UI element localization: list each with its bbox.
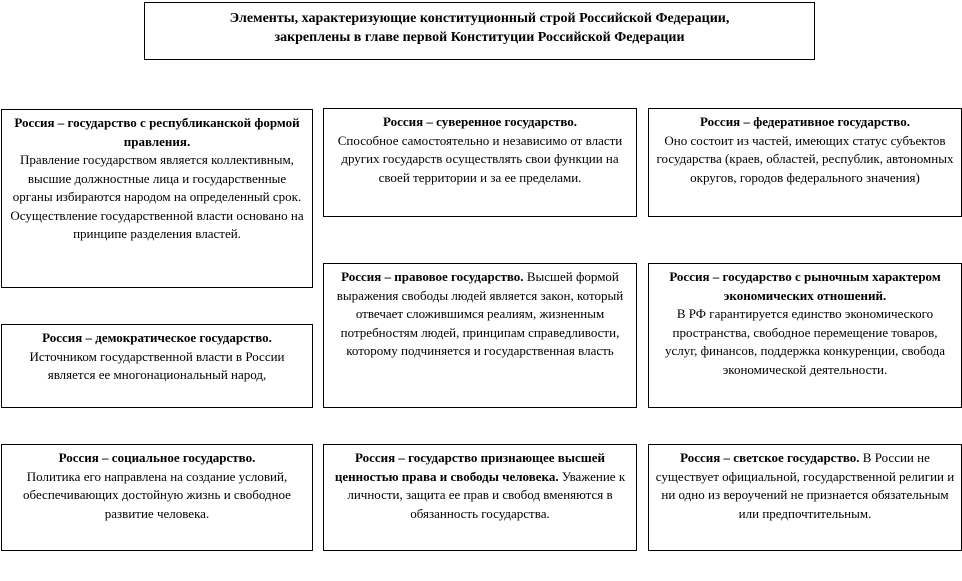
box-federative-heading: Россия – федеративное государство. <box>700 114 910 129</box>
box-secular-heading: Россия – светское государство. <box>680 450 860 465</box>
box-secular-text: В России не существует официальной, государственной религии и ни одно из вероучений не признается обязательным или предпочтительным. <box>655 450 955 521</box>
box-legal <box>323 263 637 408</box>
box-federative <box>648 108 962 217</box>
box-republic <box>1 109 313 288</box>
box-human-rights <box>323 444 637 551</box>
box-social <box>1 444 313 551</box>
box-secular <box>648 444 962 551</box>
box-federative-text: Оно состоит из частей, имеющих статус субъектов государства (краев, областей, республик, автономных округов, городов федерального значения) <box>656 132 954 185</box>
box-democratic-heading: Россия – демократическое государство. <box>42 330 272 345</box>
box-sovereign-heading: Россия – суверенное государство. <box>382 114 578 129</box>
diagram-title <box>144 2 815 60</box>
title-line-1: Элементы, характеризующие конституционный строй Российской Федерации, <box>229 11 730 26</box>
box-social-text: Политика его направлена на создание условий, обеспечивающих достойную жизнь и свободное развитие человека. <box>23 468 291 521</box>
box-republic-text: Правление государством является коллективным, высшие должностные лица и государственные органы избираются народом на определенный срок. Осуществление государственной власти основано на принципе разделения властей. <box>10 152 304 241</box>
box-human-rights-text: Уважение к личности, защита ее прав и свобод вменяются в обязанность государства. <box>347 468 626 521</box>
box-market-text: В РФ гарантируется единство экономического пространства, свободное перемещение товаров, услуг, финансов, поддержка конкуренции, свобода экономической деятельности. <box>664 306 946 377</box>
box-democratic <box>1 324 313 408</box>
box-legal-text: Высшей формой выражения свободы людей является закон, который отвечает сложившимся реалиям, жизненным потребностям людей, принципам справедливости, которому подчиняется и государственная власть <box>336 269 624 358</box>
box-market-heading: Россия – государство с рыночным характером экономических отношений. <box>669 269 941 303</box>
box-republic-heading: Россия – государство с республиканской формой правления. <box>14 115 300 149</box>
box-social-heading: Россия – социальное государство. <box>58 450 256 465</box>
box-legal-heading: Россия – правовое государство. <box>341 269 524 284</box>
box-human-rights-heading: Россия – государство признающее высшей ценностью права и свободы человека. <box>334 450 605 484</box>
box-sovereign-text: Способное самостоятельно и независимо от власти других государств осуществлять свои функции на своей территории и за ее пределами. <box>337 132 623 185</box>
box-market <box>648 263 962 408</box>
title-line-2: закреплены в главе первой Конституции Российской Федерации <box>274 30 685 45</box>
box-sovereign <box>323 108 637 217</box>
box-democratic-text: Источником государственной власти в России является ее многонациональный народ, <box>29 348 285 382</box>
